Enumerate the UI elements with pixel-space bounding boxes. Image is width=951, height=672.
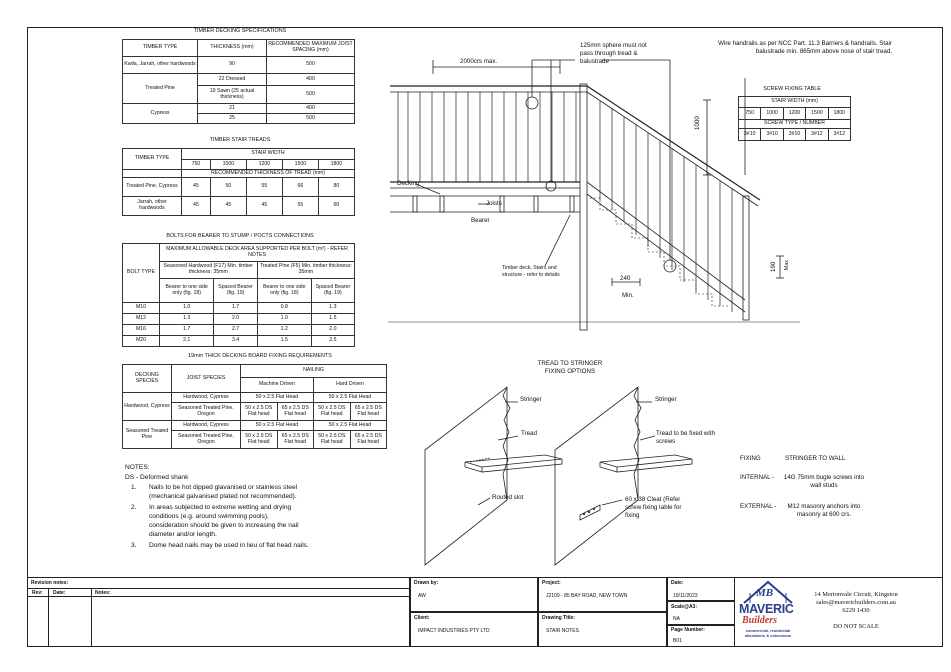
table-cell: 500 [267, 57, 355, 74]
table-cell: 1.3 [311, 303, 354, 314]
table-cell: 50 x 2.5 Flat Head [314, 421, 387, 431]
table-cell: 3#12 [828, 129, 850, 141]
header-cell: 750 [182, 160, 211, 170]
sphere-note: 125mm sphere must not pass through tread & balustrade [580, 42, 647, 65]
table-cell: 2.7 [214, 325, 257, 336]
project-value: J2109 - 85 BAY ROAD, NEW TOWN [546, 593, 628, 599]
logo-sub: Builders [742, 615, 778, 626]
table-cell: 60 [318, 197, 354, 216]
tread-label: Tread [521, 430, 537, 437]
header-cell: MAXIMUM ALLOWABLE DECK AREA SUPPORTED PER BOLT (m²) - REFER NOTES [160, 244, 355, 262]
treads-table-title: TIMBER STAIR TREADS [209, 137, 271, 143]
table-cell: M20 [123, 336, 160, 347]
date-value: 19/11/2023 [673, 593, 698, 599]
note-number: 1. [131, 484, 137, 491]
header-cell: Seasoned Hardwood (F17) Min. timber thickness: 35mm [160, 262, 258, 279]
table-cell: M12 [123, 314, 160, 325]
fixing-heading: FIXING [740, 455, 761, 462]
cleat-label: 60 x 38 Cleat (Refer screw fixing table for fixing [625, 496, 682, 519]
date-col-label: Date: [53, 590, 66, 596]
header-cell: 1000 [210, 160, 246, 170]
table-cell: 1500 [806, 108, 828, 120]
table-cell: 65 x 2.5 DS Flat head [350, 403, 387, 421]
max-label: Max [784, 260, 790, 270]
table-cell: 3#10 [783, 129, 805, 141]
table-cell: 2.1 [160, 336, 214, 347]
client-value: IMPACT INDUSTRIES PTY LTD [418, 628, 490, 634]
min-label: Min. [622, 292, 634, 299]
table-cell: 3#10 [739, 129, 761, 141]
company-phone: 6229 1430 [842, 607, 870, 614]
table-cell: 65 x 2.5 DS Flat head [277, 431, 314, 449]
external-text: M12 masonry anchors into masonry at 600 crs. [787, 503, 861, 518]
company-email[interactable]: sales@mavericbuilders.com.au [816, 599, 896, 606]
screw-table-title: SCREW FIXING TABLE [763, 86, 821, 92]
table-cell: 2.0 [214, 314, 257, 325]
table-cell: M10 [123, 303, 160, 314]
drawing-title-value: STAIR NOTES [546, 628, 579, 634]
table-cell: Seasoned Treated Pine [123, 421, 172, 449]
scale-value: NA [673, 616, 680, 622]
drawing-title-label: Drawing Title: [542, 615, 575, 621]
header-cell: 1500 [282, 160, 318, 170]
table-cell: M16 [123, 325, 160, 336]
routed-slot-label: Routed slot [492, 494, 524, 501]
header-cell: Treated Pine (F5) Min. timber thickness: 35mm [257, 262, 354, 279]
header-cell: 1200 [246, 160, 282, 170]
rev-label: Rev: [32, 590, 43, 596]
table-cell: 50 x 2.5 DS Flat head [241, 403, 278, 421]
table-cell: 55 [282, 197, 318, 216]
table-cell: 25 [198, 114, 267, 124]
table-cell: 1000 [761, 108, 783, 120]
revision-divider [91, 588, 92, 647]
table-cell: 55 [246, 178, 282, 197]
table-cell: Hardwood, Cypress [172, 421, 241, 431]
table-cell: 22 Dressed [198, 74, 267, 86]
handrail-note: Wire handrails as per NCC Part. 11.3 Barriers & handrails. Stair balustrade min. 865mm above nose of stair tread. [718, 40, 892, 55]
decking-table-title: TIMBER DECKING SPECIFICATIONS [193, 28, 287, 34]
stringer-label: Stringer [520, 396, 542, 403]
table-cell: 0.8 [257, 303, 311, 314]
page-value: B01 [673, 638, 682, 644]
header-cell: NAILING [241, 365, 387, 378]
header-cell: Bearer to one side only (fig. 18) [160, 279, 214, 303]
internal-label: INTERNAL - [740, 474, 775, 481]
header-cell: Spaced Bearer (fig. 19) [214, 279, 257, 303]
header-cell: Machine Driven [241, 378, 314, 393]
bearer-label: Bearer [471, 217, 490, 224]
nailing-table-title: 19mm THICK DECKING BOARD FIXING REQUIREMENTS [188, 353, 332, 359]
notes-col-label: Notes: [95, 590, 111, 596]
table-cell: 750 [739, 108, 761, 120]
company-logo [738, 579, 798, 645]
note-text: Dome head nails may be used in lieu of flat head nails. [149, 542, 309, 549]
table-cell: Treated Pine, Cypress [123, 178, 182, 197]
table-cell: 400 [267, 104, 355, 114]
notes-heading: NOTES: [125, 464, 150, 471]
table-cell: 1800 [828, 108, 850, 120]
table-cell: 21 [198, 104, 267, 114]
note-text: In areas subjected to extreme wetting and drying conditions (e.g. around swimming pools), consideration should be given to increasing the nail diameter and/or length. [149, 504, 299, 538]
table-cell: Seasoned Treated Pine, Oregon [172, 431, 241, 449]
tread-screws-label: Tread to be fixed with screws [656, 430, 715, 445]
table-cell: 45 [210, 197, 246, 216]
table-cell: Hardwood, Cypress [123, 393, 172, 421]
header-cell: JOIST SPECIES [172, 365, 241, 393]
table-cell: 50 x 2.5 Flat Head [241, 393, 314, 403]
table-cell: 500 [267, 114, 355, 124]
table-cell: 1.7 [160, 325, 214, 336]
table-cell: 80 [318, 178, 354, 197]
table-cell: 1.7 [214, 303, 257, 314]
header-cell: SCREW TYPE / NUMBER [739, 120, 851, 129]
date-label: Date: [671, 580, 684, 586]
table-cell: 50 x 2.5 Flat Head [241, 421, 314, 431]
table-cell: 3.4 [214, 336, 257, 347]
table-cell: Cypress [123, 104, 198, 124]
do-not-scale: DO NOT SCALE [833, 623, 879, 630]
page-label: Page Number: [671, 627, 705, 633]
revision-header-row [27, 588, 410, 597]
table-cell: 2.5 [311, 336, 354, 347]
table-cell: 65 x 2.5 DS Flat head [350, 431, 387, 449]
header-cell: Hard Driven [314, 378, 387, 393]
dim-190-label: 190 [770, 261, 777, 272]
table-cell: 45 [182, 197, 211, 216]
revision-divider [48, 588, 49, 647]
external-label: EXTERNAL - [740, 503, 777, 510]
table-cell: Treated Pine [123, 74, 198, 104]
header-cell: TIMBER TYPE [123, 40, 198, 57]
details-note: Timber deck, Stairs and structure - refer to details [502, 265, 560, 278]
table-cell: Kwila, Jarrah, other hardwoods [123, 57, 198, 74]
header-cell: TIMBER TYPE [123, 149, 182, 170]
header-cell: THICKNESS (mm) [198, 40, 267, 57]
header-cell: STAIR WIDTH [182, 149, 355, 160]
header-cell: Bearer to one side only (fig. 18) [257, 279, 311, 303]
table-cell: 1200 [783, 108, 805, 120]
table-cell: 3#10 [761, 129, 783, 141]
note-text: Nails to be hot dipped glavanised or stainless steel (mechanical galvanised plated not recommended). [149, 484, 298, 500]
table-cell: 50 x 2.5 DS Flat head [314, 431, 351, 449]
note-number: 3. [131, 542, 137, 549]
bolts-table-title: BOLTS FOR BEARER TO STUMP / POCTS CONNECTIONS [166, 233, 314, 239]
table-cell: 1.5 [311, 314, 354, 325]
scale-label: Scale@A3: [671, 604, 697, 610]
header-cell: DECKING SPECIES [123, 365, 172, 393]
header-cell: STAIR WIDTH (mm) [739, 97, 851, 108]
stringer-to-wall-heading: STRINGER TO WALL [785, 455, 846, 462]
decking-label: Decking [397, 180, 420, 187]
table-cell: 1.2 [257, 325, 311, 336]
note-number: 2. [131, 504, 137, 511]
table-cell: 1.0 [160, 303, 214, 314]
table-cell: 400 [267, 74, 355, 86]
table-cell: 1.5 [257, 336, 311, 347]
dim-1000-label: 1000 [694, 116, 701, 130]
table-cell: 500 [267, 86, 355, 104]
stringer-label: Stringer [655, 396, 677, 403]
table-cell: 3#12 [806, 129, 828, 141]
table-cell: Hardwood, Cypress [172, 393, 241, 403]
table-cell: 45 [246, 197, 282, 216]
header-cell: BOLT TYPE [123, 244, 160, 303]
table-cell: 50 x 2.5 DS Flat head [241, 431, 278, 449]
project-label: Project: [542, 580, 561, 586]
notes-ds: DS - Deformed shank [125, 474, 189, 481]
table-cell: 90 [198, 57, 267, 74]
drawn-by-label: Drawn by: [414, 580, 439, 586]
company-address-block [800, 591, 912, 631]
table-cell: 1.3 [160, 314, 214, 325]
revision-notes-label: Revision notes: [31, 580, 69, 586]
table-cell: 2.0 [311, 325, 354, 336]
table-cell: 50 x 2.5 Flat Head [314, 393, 387, 403]
header-cell: RECOMMENDED THICKNESS OF TREAD (mm) [182, 170, 355, 178]
logo-mark: MB [756, 587, 774, 599]
table-cell: Seasoned Treated Pine, Oregon [172, 403, 241, 421]
client-label: Client: [414, 615, 430, 621]
logo-tagline: commercial, residential alterations & extensions [744, 628, 792, 638]
joists-label: Joists [486, 200, 502, 207]
header-cell: Spaced Bearer (fig. 19) [311, 279, 354, 303]
header-cell: 1800 [318, 160, 354, 170]
drawn-by-value: AW [418, 593, 426, 599]
tread-fixing-title: TREAD TO STRINGER FIXING OPTIONS [537, 360, 603, 375]
table-cell: 50 [210, 178, 246, 197]
header-cell: RECOMMENDED MAXIMUM JOIST SPACING (mm) [267, 40, 355, 57]
table-cell: 19 Sawn (25 actual thickness) [198, 86, 267, 104]
table-cell: 1.0 [257, 314, 311, 325]
logo-name: MAVERIC [739, 602, 794, 616]
dim-2000-label: 2000crs max. [460, 58, 498, 65]
table-cell: 50 x 2.5 DS Flat head [314, 403, 351, 421]
table-cell: 66 [282, 178, 318, 197]
table-cell: 45 [182, 178, 211, 197]
table-cell: 65 x 2.5 DS Flat head [277, 403, 314, 421]
dim-240-label: 240 [620, 275, 631, 282]
internal-text: 14G 75mm bugle screws into wall studs [783, 474, 865, 489]
company-address: 14 Mertonvale Circuit, Kingston [814, 591, 898, 598]
table-cell: Jarrah, other hardwoods [123, 197, 182, 216]
